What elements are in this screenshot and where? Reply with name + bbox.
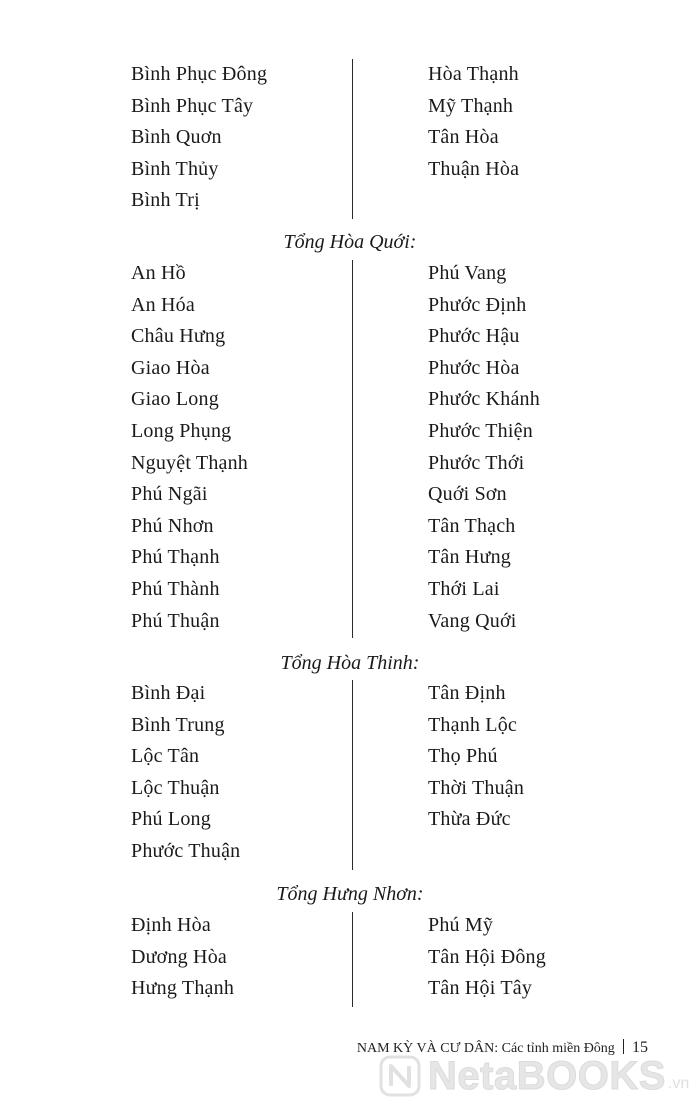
list-item: Dương Hòa	[131, 945, 227, 968]
list-item: Tân Định	[428, 682, 506, 704]
list-item: Bình Quơn	[131, 126, 222, 149]
page-number: 15	[632, 1039, 648, 1056]
list-item: Phú Vang	[428, 262, 507, 284]
list-item: Thuận Hòa	[428, 157, 520, 180]
list-item: Lộc Thuận	[131, 776, 220, 799]
watermark-text: NetaBOOKS	[428, 1053, 666, 1098]
watermark	[378, 1049, 689, 1103]
list-item: Phú Nhơn	[131, 514, 214, 537]
list-item: Phước Thuận	[131, 839, 241, 862]
list-item: Phước Thiện	[428, 419, 533, 442]
list-item: Bình Phục Đông	[131, 63, 268, 85]
left-column	[131, 678, 240, 868]
right-column	[428, 258, 540, 637]
column-divider	[352, 912, 353, 1007]
list-item: Phước Định	[428, 293, 527, 316]
list-item: Châu Hưng	[131, 325, 226, 348]
section-heading: Tổng Hưng Nhơn:	[276, 883, 424, 905]
list-item: Giao Long	[131, 388, 219, 411]
left-column	[131, 258, 248, 637]
list-item: Phước Thới	[428, 451, 525, 474]
watermark-suffix: .vn	[667, 1075, 690, 1092]
running-title: NAM KỲ VÀ CƯ DÂN: Các tỉnh miền Đông	[356, 1041, 615, 1056]
netabooks-logo-icon	[378, 1054, 422, 1098]
list-item: Phú Ngãi	[131, 483, 208, 506]
list-item: Thừa Đức	[428, 808, 511, 831]
left-column	[131, 910, 234, 1005]
column-divider	[352, 59, 353, 219]
column-divider	[352, 260, 353, 638]
list-item: Hưng Thạnh	[131, 977, 235, 1000]
list-item: Hòa Thạnh	[428, 63, 519, 85]
list-item: Tân Hội Tây	[428, 977, 533, 1000]
list-item: Vang Quới	[428, 609, 517, 632]
list-item: Phú Thạnh	[131, 546, 220, 569]
list-item: Bình Phục Tây	[131, 94, 254, 117]
list-item: An Hóa	[131, 293, 195, 316]
list-item: Phú Mỹ	[428, 914, 494, 936]
list-item: Thọ Phú	[428, 745, 498, 768]
list-item: Mỹ Thạnh	[428, 94, 514, 117]
list-item: Giao Hòa	[131, 356, 210, 379]
left-column	[131, 59, 267, 217]
right-column	[428, 59, 519, 185]
list-item: Thới Lai	[428, 577, 500, 600]
list-item: Thạnh Lộc	[428, 713, 517, 736]
list-item: Long Phụng	[131, 419, 232, 442]
section-heading: Tổng Hòa Quới:	[283, 231, 417, 253]
list-item: Định Hòa	[131, 914, 211, 936]
list-item: Bình Đại	[131, 682, 206, 704]
list-item: Tân Hòa	[428, 126, 499, 149]
list-item: An Hồ	[131, 262, 186, 284]
list-item: Phú Long	[131, 808, 211, 831]
list-item: Phước Hòa	[428, 356, 520, 379]
list-item: Phú Thành	[131, 577, 220, 600]
list-item: Bình Thủy	[131, 157, 219, 180]
right-column	[428, 910, 546, 1005]
list-item: Phước Khánh	[428, 388, 540, 411]
list-item: Tân Hưng	[428, 546, 511, 569]
right-column	[428, 678, 524, 836]
list-item: Thời Thuận	[428, 776, 525, 799]
column-divider	[352, 680, 353, 870]
list-item: Lộc Tân	[131, 745, 200, 768]
list-item: Bình Trị	[131, 189, 200, 212]
section-heading: Tổng Hòa Thinh:	[280, 652, 420, 674]
list-item: Quới Sơn	[428, 483, 507, 506]
list-item: Tân Hội Đông	[428, 945, 546, 968]
list-item: Tân Thạch	[428, 514, 516, 537]
list-item: Phước Hậu	[428, 325, 520, 348]
list-item: Phú Thuận	[131, 609, 220, 632]
list-item: Nguyệt Thạnh	[131, 451, 249, 474]
list-item: Bình Trung	[131, 713, 225, 736]
